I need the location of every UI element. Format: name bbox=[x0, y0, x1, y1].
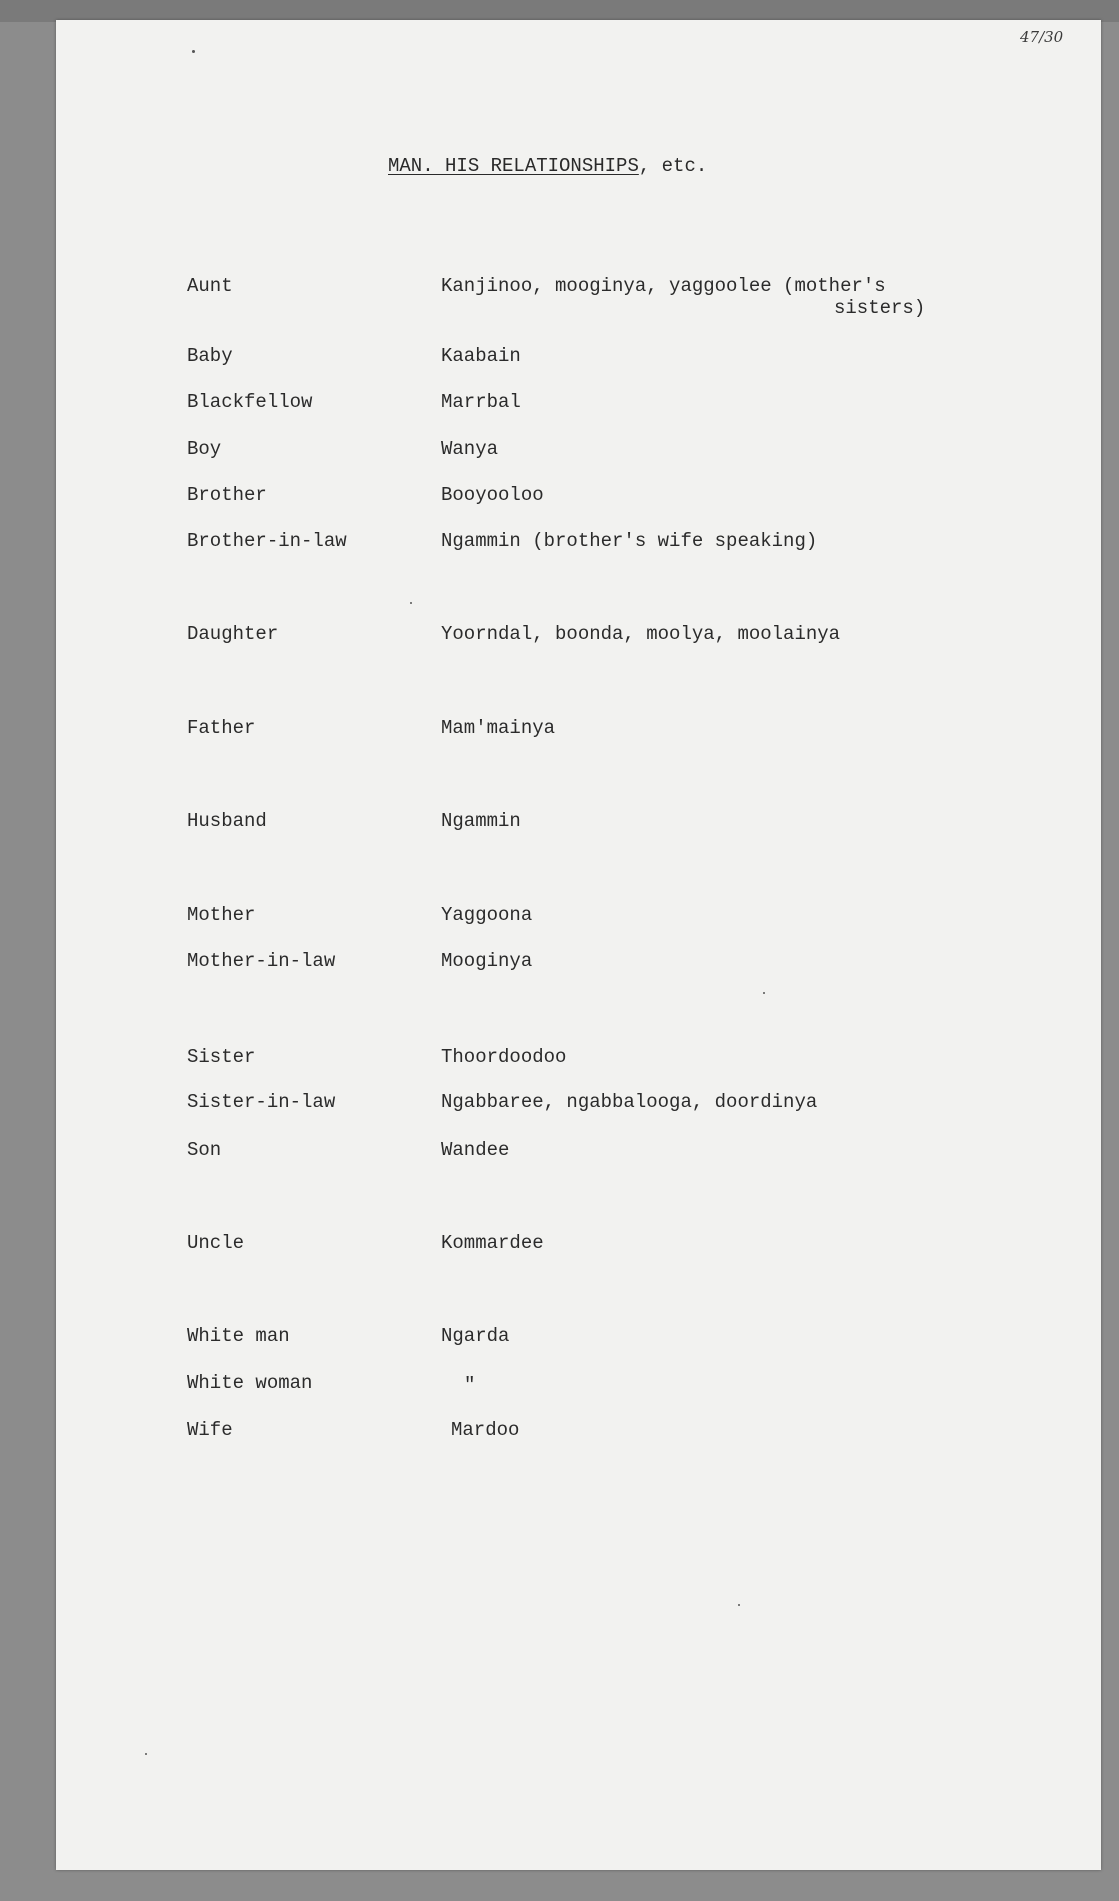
ditto-mark: " bbox=[464, 1374, 476, 1396]
entry-gloss: Ngabbaree, ngabbalooga, doordinya bbox=[441, 1091, 818, 1113]
entry-gloss: Kaabain bbox=[441, 345, 521, 367]
entry-term: Aunt bbox=[187, 275, 233, 297]
entry-term: Husband bbox=[187, 810, 267, 832]
entry-term: Wife bbox=[187, 1419, 233, 1441]
entry-term: White woman bbox=[187, 1372, 313, 1394]
entry-term: Son bbox=[187, 1139, 222, 1161]
entry-term: White man bbox=[187, 1325, 290, 1347]
entry-term: Boy bbox=[187, 438, 222, 460]
title-suffix: , etc. bbox=[638, 155, 708, 177]
paper-speck bbox=[763, 992, 765, 994]
entry-gloss: Booyooloo bbox=[441, 484, 544, 506]
entry-term: Mother-in-law bbox=[187, 950, 336, 972]
entry-gloss: Ngammin (brother's wife speaking) bbox=[441, 530, 818, 552]
title-underlined: MAN. HIS RELATIONSHIPS bbox=[388, 155, 639, 177]
entry-term: Daughter bbox=[187, 623, 279, 645]
entry-gloss: Ngammin bbox=[441, 810, 521, 832]
paper-speck bbox=[738, 1604, 740, 1606]
entry-term: Blackfellow bbox=[187, 391, 313, 413]
entry-term: Uncle bbox=[187, 1232, 245, 1254]
entry-gloss: Thoordoodoo bbox=[441, 1046, 567, 1068]
entry-gloss: Mardoo bbox=[451, 1419, 520, 1441]
entry-term: Father bbox=[187, 717, 256, 739]
entry-term: Brother-in-law bbox=[187, 530, 347, 552]
entry-term: Brother bbox=[187, 484, 267, 506]
entry-gloss: Kommardee bbox=[441, 1232, 544, 1254]
entry-gloss: Kanjinoo, mooginya, yaggoolee (mother's bbox=[441, 275, 886, 297]
paper-speck bbox=[410, 602, 412, 604]
entry-gloss: Mooginya bbox=[441, 950, 533, 972]
entry-term: Baby bbox=[187, 345, 233, 367]
entry-gloss: Ngarda bbox=[441, 1325, 510, 1347]
paper-speck bbox=[192, 50, 195, 53]
entry-gloss: Yoorndal, boonda, moolya, moolainya bbox=[441, 623, 841, 645]
entry-gloss: Mam'mainya bbox=[441, 717, 556, 739]
entry-term: Mother bbox=[187, 904, 256, 926]
entry-term: Sister-in-law bbox=[187, 1091, 336, 1113]
entry-gloss: Wandee bbox=[441, 1139, 510, 1161]
folio-number: 47/30 bbox=[1020, 28, 1064, 46]
entry-gloss: Marrbal bbox=[441, 391, 521, 413]
paper-speck bbox=[145, 1753, 147, 1755]
entry-gloss: Yaggoona bbox=[441, 904, 533, 926]
entry-term: Sister bbox=[187, 1046, 256, 1068]
entry-gloss-continuation: sisters) bbox=[834, 297, 926, 319]
entry-gloss: Wanya bbox=[441, 438, 499, 460]
